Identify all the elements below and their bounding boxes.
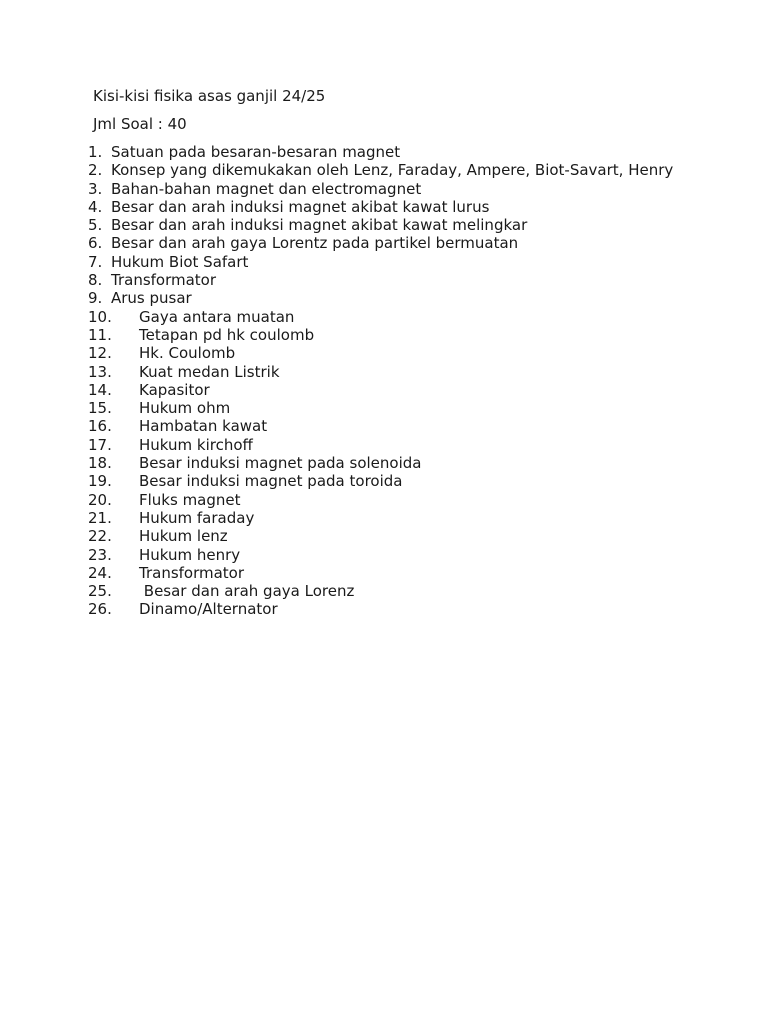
topic-list (88, 143, 688, 619)
list-item (88, 546, 688, 564)
list-item-text: Hk. Coulomb (139, 344, 236, 363)
list-item-number: 23. (88, 545, 112, 564)
list-item (88, 527, 688, 545)
list-item (88, 582, 688, 600)
list-item (88, 454, 688, 472)
list-item-text: Hukum faraday (139, 508, 255, 527)
list-item-number: 10. (88, 307, 112, 326)
list-item-text: Kuat medan Listrik (139, 362, 280, 381)
list-item (88, 216, 688, 234)
list-item-number: 5. (88, 216, 103, 235)
list-item (88, 271, 688, 289)
list-item-text: Hukum ohm (139, 399, 231, 418)
list-item-number: 15. (88, 399, 112, 418)
list-item-number: 7. (88, 252, 103, 271)
list-item (88, 326, 688, 344)
list-item (88, 564, 688, 582)
list-item-number: 2. (88, 161, 103, 180)
list-item-text: Besar induksi magnet pada solenoida (139, 454, 422, 473)
list-item-number: 25. (88, 582, 112, 601)
list-item-number: 8. (88, 271, 103, 290)
list-item-number: 11. (88, 325, 112, 344)
list-item-text: Besar dan arah induksi magnet akibat kawat lurus (111, 197, 490, 216)
list-item-text: Hukum henry (139, 545, 241, 564)
list-item-number: 13. (88, 362, 112, 381)
list-item (88, 234, 688, 252)
list-item-text: Kapasitor (139, 380, 210, 399)
list-item-text: Besar induksi magnet pada toroida (139, 472, 403, 491)
list-item (88, 161, 688, 179)
list-item-text: Hukum lenz (139, 527, 228, 546)
list-item-text: Transformator (139, 563, 245, 582)
list-item-number: 16. (88, 417, 112, 436)
list-item-text: Besar dan arah gaya Lorenz (139, 582, 355, 601)
list-item-text: Hukum Biot Safart (111, 252, 249, 271)
list-item (88, 308, 688, 326)
list-item (88, 417, 688, 435)
list-item-text: Dinamo/Alternator (139, 600, 278, 619)
list-item (88, 381, 688, 399)
list-item-text: Fluks magnet (139, 490, 241, 509)
list-item-text: Hambatan kawat (139, 417, 268, 436)
list-item (88, 600, 688, 618)
list-item-text: Gaya antara muatan (139, 307, 295, 326)
list-item-number: 14. (88, 380, 112, 399)
list-item-text: Konsep yang dikemukakan oleh Lenz, Faraday, Ampere, Biot-Savart, Henry (111, 161, 674, 180)
list-item-text: Besar dan arah induksi magnet akibat kawat melingkar (111, 216, 528, 235)
list-item-text: Arus pusar (111, 289, 192, 308)
list-item-number: 19. (88, 472, 112, 491)
list-item-text: Bahan-bahan magnet dan electromagnet (111, 179, 422, 198)
list-item-number: 9. (88, 289, 103, 308)
document-title: Kisi-kisi fisika asas ganjil 24/25 (93, 87, 326, 105)
list-item (88, 198, 688, 216)
list-item-number: 1. (88, 143, 103, 161)
list-item (88, 509, 688, 527)
list-item (88, 472, 688, 490)
list-item-number: 12. (88, 344, 112, 363)
list-item-number: 17. (88, 435, 112, 454)
list-item (88, 289, 688, 307)
list-item-number: 24. (88, 563, 112, 582)
list-item-number: 4. (88, 197, 103, 216)
list-item-text: Hukum kirchoff (139, 435, 253, 454)
list-item (88, 363, 688, 381)
list-item-number: 20. (88, 490, 112, 509)
list-item-number: 18. (88, 454, 112, 473)
question-count: Jml Soal : 40 (93, 115, 187, 133)
list-item (88, 491, 688, 509)
list-item (88, 180, 688, 198)
list-item (88, 399, 688, 417)
list-item-text: Tetapan pd hk coulomb (139, 325, 315, 344)
list-item-number: 3. (88, 179, 103, 198)
list-item (88, 253, 688, 271)
list-item-number: 21. (88, 508, 112, 527)
list-item (88, 143, 688, 161)
list-item (88, 344, 688, 362)
list-item-text: Besar dan arah gaya Lorentz pada partikel bermuatan (111, 234, 519, 253)
list-item-number: 26. (88, 600, 112, 619)
list-item-number: 22. (88, 527, 112, 546)
list-item (88, 436, 688, 454)
list-item-text: Transformator (111, 271, 217, 290)
list-item-number: 6. (88, 234, 103, 253)
list-item-text: Satuan pada besaran-besaran magnet (111, 143, 401, 161)
